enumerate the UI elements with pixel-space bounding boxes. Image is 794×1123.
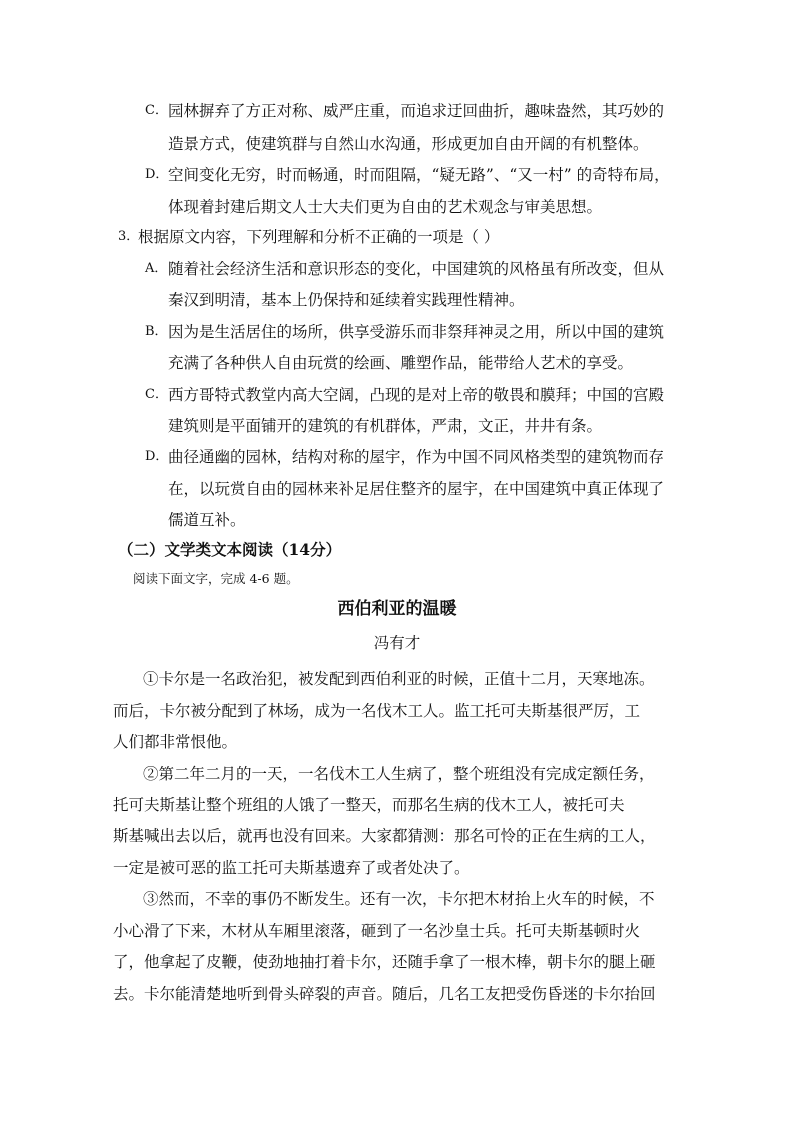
q3-option-d-line3: 儒道互补。	[168, 511, 246, 529]
q3-option-c-label: C．	[145, 387, 168, 402]
q3-number: 3．	[118, 229, 140, 244]
q3-option-a-label: A．	[145, 261, 168, 276]
q3-option-b-line1: 因为是生活居住的场所，供享受游乐而非祭拜神灵之用，所以中国的建筑	[168, 323, 665, 341]
q3-option-d-line2: 在，以玩赏自由的园林来补足居住整齐的屋宇，在中国建筑中真正体现了	[168, 480, 665, 498]
q3-option-a-line1: 随着社会经济生活和意识形态的变化，中国建筑的风格虽有所改变，但从	[168, 260, 665, 278]
section-heading: （二）文学类文本阅读（14分）	[118, 540, 342, 559]
q2-option-c-line1: 园林摒弃了方正对称、威严庄重，而追求迂回曲折，趣味盎然，其巧妙的	[168, 102, 665, 120]
q3-option-b-label: B．	[145, 324, 168, 339]
q3-option-d-line1: 曲径通幽的园林，结构对称的屋宇，作为中国不同风格类型的建筑物而存	[168, 448, 665, 466]
q3-stem: 根据原文内容，下列理解和分析不正确的一项是（ ）	[138, 228, 500, 246]
q3-option-c-line2: 建筑则是平面铺开的建筑的有机群体，严肃，文正，井井有条。	[168, 417, 603, 435]
q2-option-c-label: C．	[145, 103, 168, 118]
paragraph-3-line-2: 小心滑了下来，木材从车厢里滚落，砸到了一名沙皇士兵。托可夫斯基顿时火	[113, 922, 641, 940]
paragraph-3-line-4: 去。卡尔能清楚地听到骨头碎裂的声音。随后，几名工友把受伤昏迷的卡尔抬回	[113, 985, 656, 1003]
q3-option-d-label: D．	[145, 449, 169, 464]
paragraph-2-line-4: 一定是被可恶的监工托可夫斯基遗弃了或者处决了。	[113, 859, 470, 877]
q2-option-c-line2: 造景方式，使建筑群与自然山水沟通，形成更加自由开阔的有机整体。	[168, 135, 649, 153]
article-author: 冯有才	[373, 634, 421, 652]
section-instruction: 阅读下面文字，完成 4-6 题。	[133, 571, 299, 586]
paragraph-2-line-3: 斯基喊出去以后，就再也没有回来。大家都猜测：那名可怜的正在生病的工人，	[113, 827, 656, 845]
paragraph-1-line-1: ①卡尔是一名政治犯，被发配到西伯利亚的时候，正值十二月，天寒地冻。	[143, 670, 655, 688]
q2-option-d-label: D．	[145, 167, 169, 182]
q3-option-b-line2: 充满了各种供人自由玩赏的绘画、雕塑作品，能带给人艺术的享受。	[168, 354, 634, 372]
paragraph-3-line-1: ③然而，不幸的事仍不断发生。还有一次，卡尔把木材抬上火车的时候，不	[143, 890, 655, 908]
paragraph-2-line-1: ②第二年二月的一天，一名伐木工人生病了，整个班组没有完成定额任务，	[143, 765, 655, 783]
q3-option-c-line1: 西方哥特式教堂内高大空阔，凸现的是对上帝的敬畏和膜拜；中国的宫殿	[168, 386, 665, 404]
q3-option-a-line2: 秦汉到明清，基本上仍保持和延续着实践理性精神。	[168, 291, 525, 309]
q2-option-d-line1: 空间变化无穷，时而畅通，时而阻隔，“疑无路”、“又一村” 的奇特布局，	[168, 166, 670, 184]
q2-option-d-line2: 体现着封建后期文人士大夫们更为自由的艺术观念与审美思想。	[168, 198, 603, 216]
paragraph-3-line-3: 了，他拿起了皮鞭，使劲地抽打着卡尔，还随手拿了一根木棒，朝卡尔的腿上砸	[113, 953, 656, 971]
paragraph-1-line-3: 人们都非常恨他。	[113, 733, 238, 751]
article-title: 西伯利亚的温暖	[337, 599, 457, 619]
paragraph-2-line-2: 托可夫斯基让整个班组的人饿了一整天，而那名生病的伐木工人，被托可夫	[113, 796, 625, 814]
paragraph-1-line-2: 而后，卡尔被分配到了林场，成为一名伐木工人。监工托可夫斯基很严厉，工	[113, 702, 641, 720]
